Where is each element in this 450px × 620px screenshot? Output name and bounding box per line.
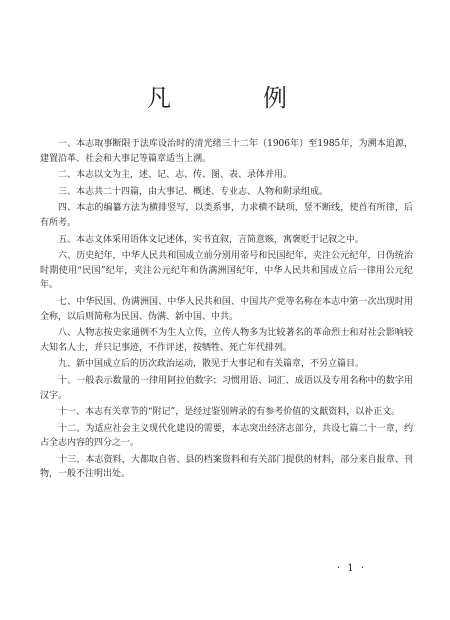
paragraph: 八、人物志按史家通例不为生人立传，立传人物多为比较著名的革命烈士和对社会影响较大知名人士，并只记事迹，不作评述，按牺牲、死亡年代排列。 [40,328,413,353]
paragraph: 五、本志文体采用语体文记述体，实书直叙，言简意赅，寓褒贬于记叙之中。 [58,234,365,245]
paragraph: 三、本志共二十四篇，由大事记、概述、专业志、人物和附录组成。 [58,186,329,197]
paragraph: 六、历史纪年，中华人民共和国成立前分别用帝号和民国纪年，夹注公元纪年，日伪统治时期使用“民国”纪年，夹注公元纪年和伪满洲国纪年，中华人民共和国成立后一律用公元纪年。 [40,251,413,291]
text-body [40,137,413,484]
paragraph: 九、新中国成立后的历次政治运动，散见于大事记和有关篇章，不另立篇目。 [58,359,365,370]
page-number: · 1 · [336,563,366,574]
paragraph: 十三、本志资料，大都取自省、县的档案资料和有关部门提供的材料，部分来自报章、刊物，一般不注明出处。 [40,454,413,480]
paragraph: 一、本志取事断限于法库设治时的清光绪三十二年（1906年）至1985年，为溯本追源，建置沿革、社会和大事记等篇章适当上溯。 [40,139,413,164]
paragraph: 十一、本志有关章节的“附记”，是经过鉴别辨录的有参考价值的文献资料，以补正文。 [58,407,401,418]
paragraph: 二、本志以文为主，述、记、志、传、图、表、录体并用。 [58,170,293,181]
paragraph: 十、一般表示数量的一律用阿拉伯数字；习惯用语、词汇、成语以及专用名称中的数字用汉字。 [40,375,413,401]
paragraph: 七、中华民国、伪满洲国、中华人民共和国、中国共产党等名称在本志中第一次出现时用全称，以后则简称为民国、伪满、新中国、中共。 [40,296,413,322]
paragraph: 四、本志的编纂方法为横排竖写，以类系事，力求横不缺项，竖不断线，使首有所律，后有所考。 [40,203,413,228]
paragraph: 十二、为适应社会主义现代化建设的需要，本志突出经济志部分，共设七篇二十一章，约占全志内容的四分之一。 [40,423,413,449]
page-title: 凡 例 [147,84,321,112]
